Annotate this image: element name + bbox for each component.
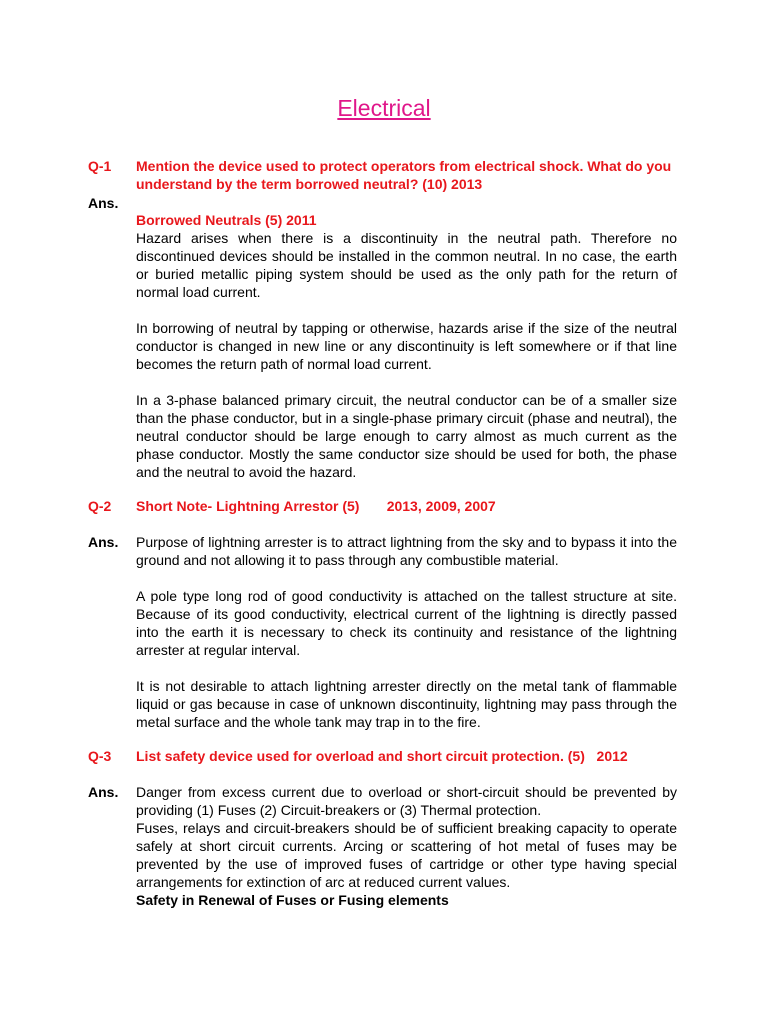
q3-question: List safety device used for overload and short circuit protection. (5) 2012 bbox=[136, 748, 628, 764]
q3-subheading: Safety in Renewal of Fuses or Fusing elements bbox=[136, 892, 449, 908]
q2-question: Short Note- Lightning Arrestor (5) 2013, 2009, 2007 bbox=[136, 498, 496, 514]
q1-ans-label: Ans. bbox=[88, 195, 119, 211]
q1-paragraph-1: Hazard arises when there is a discontinuity in the neutral path. Therefore no discontinued devices should be installed in the common neutral. In no case, the earth or buried metallic piping system should be used as the only path for the return of normal load current. bbox=[136, 230, 677, 300]
q2-paragraph-2: A pole type long rod of good conductivity is attached on the tallest structure at site. Because of its good conductivity, electrical current of the lightning is directly passed into the earth it is necessary to check its continuity and resistance of the lightning arrester at regular interval. bbox=[136, 588, 677, 658]
q1-subheading: Borrowed Neutrals (5) 2011 bbox=[136, 212, 317, 228]
q1-paragraph-2: In borrowing of neutral by tapping or otherwise, hazards arise if the size of the neutral conductor is changed in new line or any discontinuity is left somewhere or if that line becomes the return path of normal load current. bbox=[136, 320, 677, 372]
q2-paragraph-3: It is not desirable to attach lightning arrester directly on the metal tank of flammable liquid or gas because in case of unknown discontinuity, lightning may pass through the metal surface and the whole tank may trap in to the fire. bbox=[136, 678, 677, 730]
q2-paragraph-1: Purpose of lightning arrester is to attract lightning from the sky and to bypass it into the ground and not allowing it to pass through any combustible material. bbox=[136, 534, 677, 568]
q1-question: Mention the device used to protect operators from electrical shock. What do you understand by the term borrowed neutral? (10) 2013 bbox=[136, 158, 672, 192]
q1-label: Q-1 bbox=[88, 158, 112, 174]
q3-paragraph-2: Fuses, relays and circuit-breakers should be of sufficient breaking capacity to operate safely at short circuit currents. Arcing or scattering of hot metal of fuses may be prevented by the use of improved fuses of cartridge or other type having special arrangements for extinction of arc at reduced current values. bbox=[136, 820, 677, 890]
q3-label: Q-3 bbox=[88, 748, 112, 764]
page-title: Electrical bbox=[337, 95, 431, 121]
q3-paragraph-1: Danger from excess current due to overload or short-circuit should be prevented by providing (1) Fuses (2) Circuit-breakers or (3) Thermal protection. bbox=[136, 784, 677, 818]
q2-ans-label: Ans. bbox=[88, 534, 119, 550]
q3-ans-label: Ans. bbox=[88, 784, 119, 800]
q1-paragraph-3: In a 3-phase balanced primary circuit, the neutral conductor can be of a smaller size than the phase conductor, but in a single-phase primary circuit (phase and neutral), the neutral conductor should be large enough to carry almost as much current as the phase conductor. Mostly the same conductor size should be used for both, the phase and the neutral to avoid the hazard. bbox=[136, 392, 677, 480]
q2-label: Q-2 bbox=[88, 498, 112, 514]
